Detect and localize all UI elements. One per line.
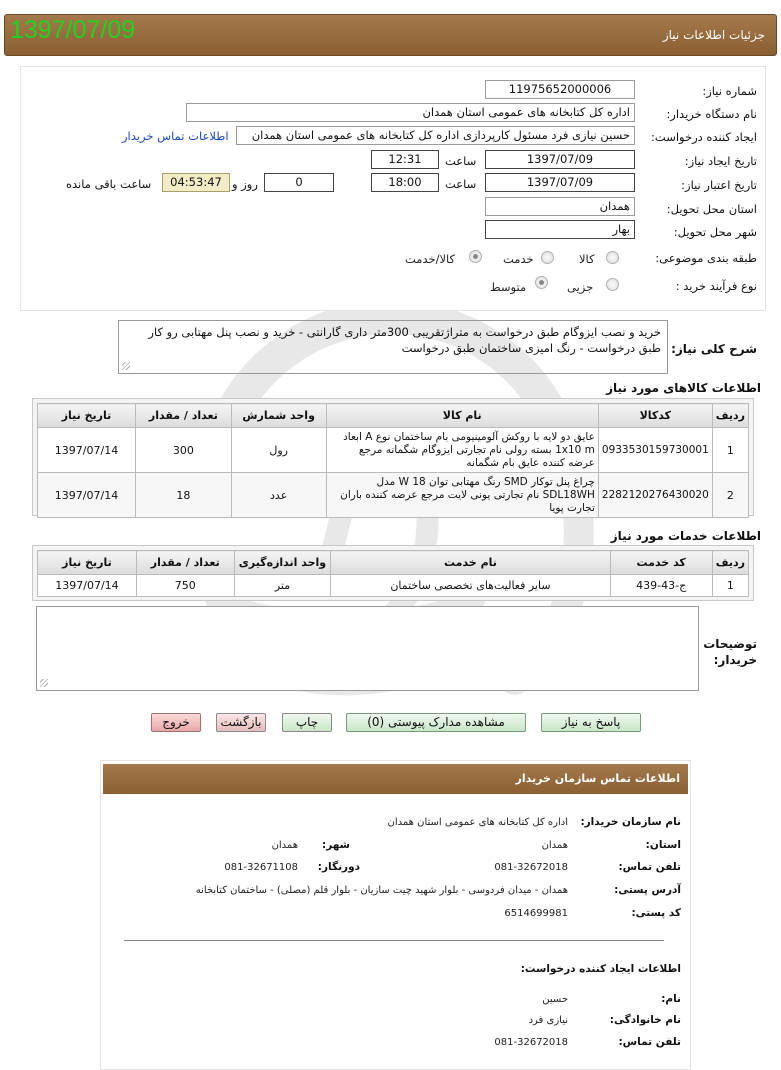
row-index: 1 (712, 428, 748, 473)
creator-label: ایجاد کننده درخواست: (651, 130, 757, 144)
process-option-medium: متوسط (490, 280, 527, 294)
service-name: سایر فعالیت‌های تخصصی ساختمان (331, 575, 610, 597)
goods-name: چراغ پنل توکار SMD رنگ مهتابی توان 18 W مدل SDL18WH نام تجارتی یونی لایت مرجع عرضه کننده باران تجارت پویا (326, 473, 598, 518)
category-radio-goods[interactable] (606, 251, 619, 264)
creator-last-name-value: نیازی فرد (528, 1015, 568, 1026)
col-header: تاریخ نیاز (38, 404, 136, 428)
days-label: روز و (232, 177, 258, 191)
goods-name: عایق دو لایه با روکش آلومینیومی بام ساختمان نوع A ابعاد 1x10 m بسته رولی نام تجارتی ایزوگام شگمانه مرجع عرضه کننده عایق بام شگمانه (326, 428, 598, 473)
time-remaining-field: 04:53:47 (162, 173, 230, 192)
process-radio-minor[interactable] (606, 278, 619, 291)
contact-address-label: آدرس پستی: (614, 884, 681, 896)
contact-city-value: همدان (271, 840, 298, 851)
contact-fax-label: دورنگار: (317, 861, 360, 873)
created-date-label: تاریخ ایجاد نیاز: (684, 154, 757, 168)
buyer-org-field[interactable]: اداره کل کتابخانه های عمومی استان همدان (186, 103, 635, 122)
col-header: ردیف (712, 404, 748, 428)
col-header: تعداد / مقدار (136, 551, 234, 575)
category-radio-goods-service[interactable] (469, 250, 482, 263)
creator-section-title: اطلاعات ایجاد کننده درخواست: (520, 963, 681, 975)
city-field[interactable]: بهار (485, 220, 635, 239)
table-row[interactable] (38, 575, 749, 597)
valid-date-label: تاریخ اعتبار نیاز: (681, 178, 757, 192)
need-number-label: شماره نیاز: (702, 84, 757, 98)
goods-unit: عدد (231, 473, 326, 518)
row-index: 1 (712, 575, 748, 597)
need-number-field[interactable]: 11975652000006 (485, 80, 635, 99)
contact-org-value: اداره کل کتابخانه های عمومی استان همدان (387, 817, 568, 828)
days-remaining-field[interactable]: 0 (264, 173, 334, 192)
goods-qty: 300 (136, 428, 232, 473)
contact-fax-value: 081-32671108 (224, 862, 298, 873)
col-header: واحد شمارش (231, 404, 326, 428)
contact-phone-label: تلفن تماس: (618, 861, 681, 873)
buyer-contact-panel (100, 760, 691, 1070)
goods-code: 0933530159730001 (598, 428, 712, 473)
goods-table (37, 403, 749, 518)
contact-phone-value: 081-32672018 (494, 862, 568, 873)
category-option-goods: کالا (579, 252, 595, 266)
contact-panel-title: اطلاعات تماس سازمان خریدار (103, 764, 688, 794)
process-option-minor: جزیی (567, 280, 594, 294)
service-code: ج-43-439 (610, 575, 712, 597)
category-option-service: خدمت (503, 252, 534, 266)
service-date: 1397/07/14 (38, 575, 137, 597)
valid-time-label: ساعت (445, 177, 477, 191)
description-label: شرح کلی نیاز: (671, 342, 757, 356)
goods-unit: رول (231, 428, 326, 473)
resize-grip-icon[interactable] (122, 362, 130, 370)
buyer-org-label: نام دستگاه خریدار: (666, 107, 757, 121)
city-label: شهر محل تحویل: (673, 225, 757, 239)
services-table (37, 550, 749, 597)
process-label: نوع فرآیند خرید : (675, 279, 757, 293)
contact-postal-label: کد پستی: (631, 907, 681, 919)
creator-field[interactable]: حسین نیازی فرد مسئول کارپردازی اداره کل کتابخانه های عمومی استان همدان (236, 126, 635, 145)
col-header: تعداد / مقدار (136, 404, 232, 428)
contact-city-label: شهر: (322, 839, 350, 851)
page-title: جزئیات اطلاعات نیاز (662, 28, 765, 42)
row-index: 2 (712, 473, 748, 518)
created-time-label: ساعت (445, 154, 477, 168)
col-header: کدکالا (598, 404, 712, 428)
col-header: تاریخ نیاز (38, 551, 137, 575)
buyer-contact-link[interactable]: اطلاعات تماس خریدار (122, 129, 229, 143)
service-unit: متر (234, 575, 331, 597)
print-button[interactable]: چاپ (282, 713, 332, 732)
goods-code: 2282120276430020 (598, 473, 712, 518)
reply-button[interactable]: پاسخ به نیاز (541, 713, 641, 732)
created-time-field[interactable]: 12:31 (371, 150, 439, 169)
notes-label: توضیحات خریدار: (703, 637, 757, 667)
exit-button[interactable]: خروج (151, 713, 201, 732)
col-header: ردیف (712, 551, 748, 575)
services-section-title: اطلاعات خدمات مورد نیاز (610, 529, 761, 543)
creator-first-name-value: حسین (542, 994, 568, 1005)
valid-date-field[interactable]: 1397/07/09 (485, 173, 635, 192)
date-stamp: 1397/07/09 (10, 16, 136, 44)
contact-postal-value: 6514699981 (504, 908, 568, 919)
back-button[interactable]: بازگشت (216, 713, 266, 732)
province-label: استان محل تحویل: (666, 202, 757, 216)
creator-first-name-label: نام: (661, 993, 681, 1005)
category-label: طبقه بندی موضوعی: (655, 251, 757, 265)
valid-time-field[interactable]: 18:00 (371, 173, 439, 192)
description-box[interactable]: خرید و نصب ایزوگام طبق درخواست به متراژتقریبی 300متر داری گارانتی - خرید و نصب پنل مهتابی رو کار طبق درخواست - رنگ امیزی ساختمان طبق درخواست (118, 320, 668, 374)
creator-phone-value: 081-32672018 (494, 1037, 568, 1048)
province-field[interactable]: همدان (485, 197, 635, 216)
resize-grip-icon[interactable] (40, 679, 48, 687)
category-option-goods-service: کالا/خدمت (405, 252, 456, 266)
process-radio-medium[interactable] (535, 276, 548, 289)
contact-province-value: همدان (541, 840, 568, 851)
goods-date: 1397/07/14 (38, 473, 136, 518)
col-header: کد خدمت (610, 551, 712, 575)
contact-address-value: همدان - میدان فردوسی - بلوار شهید چیت سازیان - بلوار قلم (مصلی) - ساختمان کتابخانه (195, 885, 568, 896)
service-qty: 750 (136, 575, 234, 597)
contact-org-label: نام سازمان خریدار: (580, 816, 681, 828)
goods-section-title: اطلاعات کالاهای مورد نیاز (606, 381, 761, 395)
contact-province-label: استان: (645, 839, 681, 851)
attachments-button[interactable]: مشاهده مدارک پیوستی (0) (346, 713, 526, 732)
table-row[interactable] (38, 428, 749, 473)
creator-last-name-label: نام خانوادگی: (609, 1014, 681, 1026)
table-row[interactable] (38, 473, 749, 518)
buyer-notes-box[interactable] (36, 606, 699, 691)
divider (124, 940, 664, 941)
goods-qty: 18 (136, 473, 232, 518)
col-header: واحد اندازه‌گیری (234, 551, 331, 575)
col-header: نام خدمت (331, 551, 610, 575)
created-date-field[interactable]: 1397/07/09 (485, 150, 635, 169)
creator-phone-label: تلفن تماس: (618, 1036, 681, 1048)
goods-date: 1397/07/14 (38, 428, 136, 473)
category-radio-service[interactable] (541, 251, 554, 264)
time-remaining-label: ساعت باقی مانده (66, 177, 152, 191)
col-header: نام کالا (326, 404, 598, 428)
